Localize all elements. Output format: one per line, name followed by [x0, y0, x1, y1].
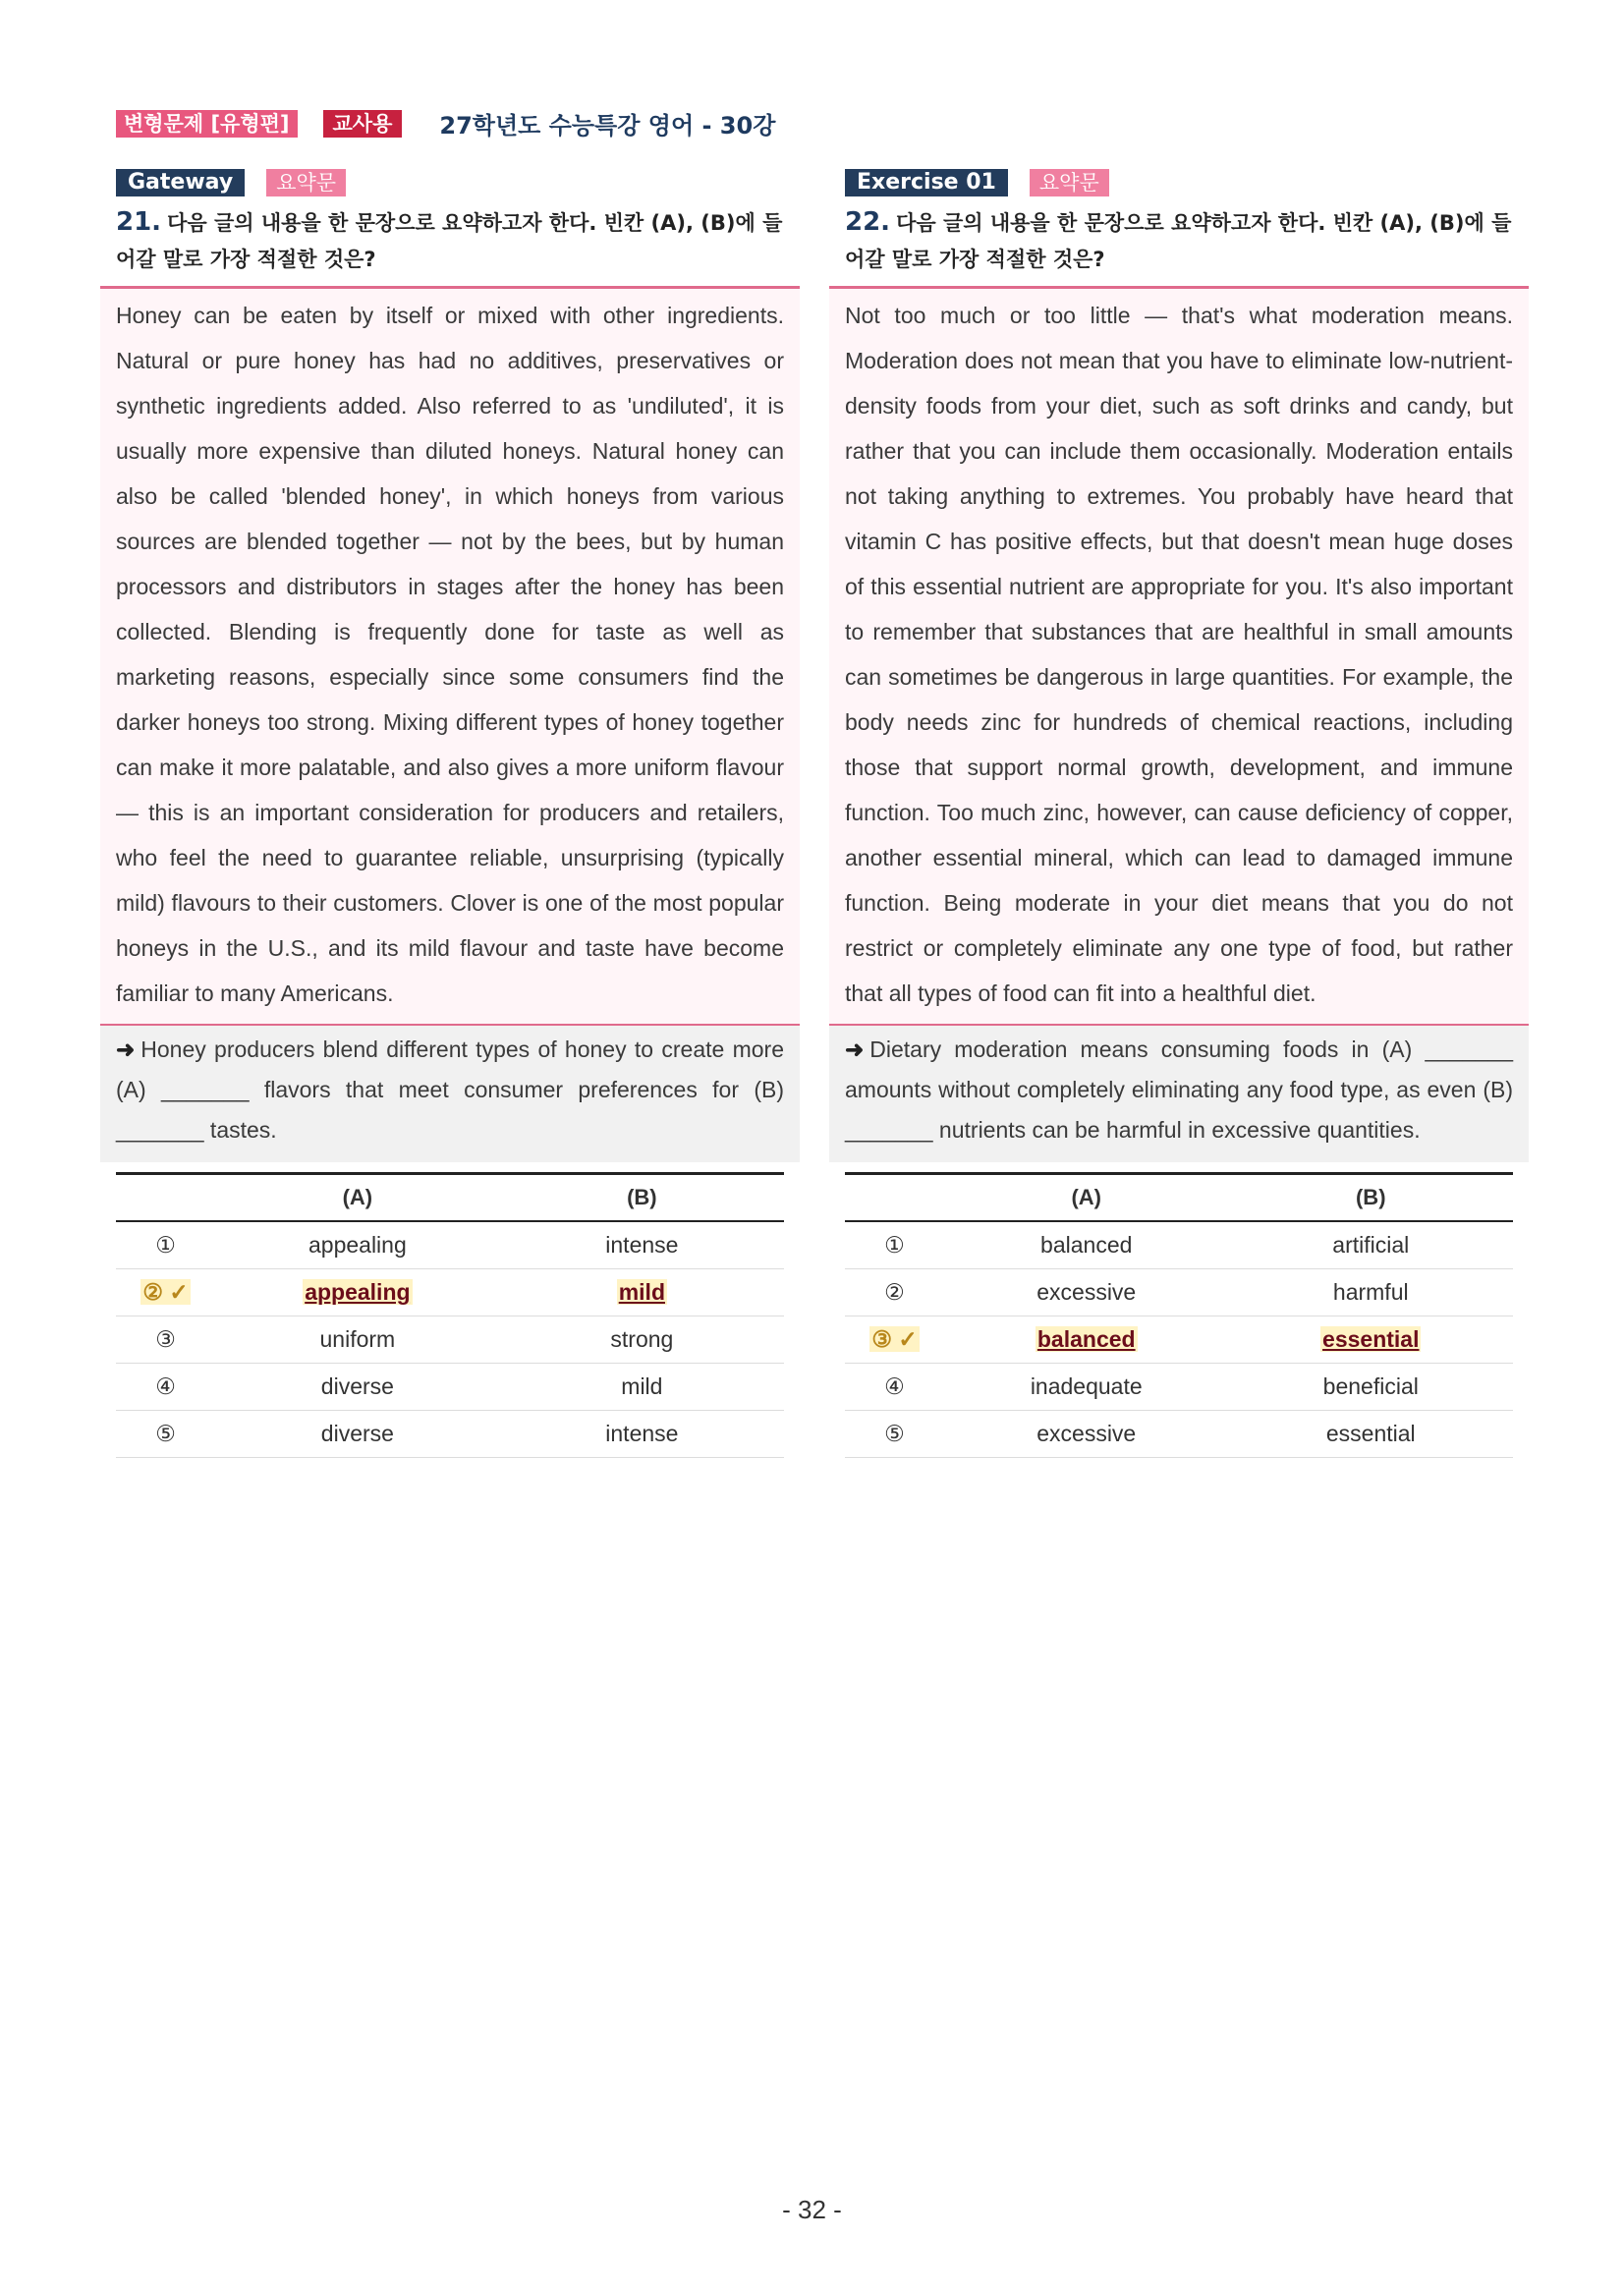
choice-number: ③ — [116, 1316, 215, 1364]
document-title: 27학년도 수능특강 영어 - 30강 — [439, 112, 776, 140]
choice-a: excessive — [944, 1411, 1229, 1458]
choice-b: mild — [500, 1364, 784, 1411]
choice-b: strong — [500, 1316, 784, 1364]
passage: Not too much or too little — that's what moderation means. Moderation does not mean that you have to eliminate low-nutrient-density foods from your diet, such as soft drinks and candy, but rather that you can include them occasionally. Moderation entails not taking anything to extremes. You probably have heard that vitamin C has positive effects, but that doesn't mean huge doses of this essential nutrient are appropriate for you. It's also important to remember that substances that are healthful in small amounts can sometimes be dangerous in large quantities. For example, the body needs zinc for hundreds of chemical reactions, including those that support normal growth, development, and immune function. Too much zinc, however, can cause deficiency of copper, another essential mineral, which can lead to damaged immune function. Being moderate in your diet means that you do not restrict or completely eliminate any one type of food, but rather that all types of food can fit into a healthful diet. — [829, 286, 1529, 1026]
choice-b: intense — [500, 1221, 784, 1269]
teacher-tag: 교사용 — [323, 110, 403, 138]
table-header — [116, 1174, 784, 1222]
choice-a: diverse — [215, 1411, 500, 1458]
choice-b: artificial — [1229, 1221, 1513, 1269]
section-badge: Exercise 01 — [845, 169, 1008, 196]
arrow-icon: ➜ — [845, 1036, 865, 1062]
choice-a: diverse — [215, 1364, 500, 1411]
arrow-icon: ➜ — [116, 1036, 136, 1062]
passage: Honey can be eaten by itself or mixed with other ingredients. Natural or pure honey has had no additives, preservatives or synthetic ingredients added. Also referred to as 'undiluted', it is usually more expensive than diluted honeys. Natural honey can also be called 'blended honey', in which honeys from various sources are blended together — not by the bees, but by human processors and distributors in stages after the honey has been collected. Blending is frequently done for taste as well as marketing reasons, especially since some consumers find the darker honeys too strong. Mixing different types of honey together can make it more palatable, and also gives a more uniform flavour — this is an important consideration for producers and retailers, who feel the need to guarantee reliable, unsurprising (typically mild) flavours to their customers. Clover is one of the most popular honeys in the U.S., and its mild flavour and taste have become familiar to many Americans. — [100, 286, 800, 1026]
page-number: - 32 - — [782, 2195, 842, 2224]
choice-b: essential — [1322, 1326, 1420, 1352]
question-text: 다음 글의 내용을 한 문장으로 요약하고자 한다. 빈칸 (A), (B)에 들어갈 말로 가장 적절한 것은? — [845, 211, 1512, 271]
choice-number: ⑤ — [845, 1411, 944, 1458]
choice-a: excessive — [944, 1269, 1229, 1316]
question-text: 다음 글의 내용을 한 문장으로 요약하고자 한다. 빈칸 (A), (B)에 들어갈 말로 가장 적절한 것은? — [116, 211, 783, 271]
choice-number: ④ — [116, 1364, 215, 1411]
choice-number: ② ✓ — [142, 1279, 189, 1305]
type-badge: 요약문 — [266, 169, 346, 196]
choice-row[interactable] — [116, 1221, 784, 1269]
table-header — [845, 1174, 1513, 1222]
question-prompt — [845, 204, 1523, 278]
choice-b: mild — [618, 1279, 665, 1305]
choice-number: ④ — [845, 1364, 944, 1411]
choice-number: ⑤ — [116, 1411, 215, 1458]
question-number: 22. — [845, 207, 891, 237]
answer-choices-table — [116, 1172, 784, 1458]
choice-b: intense — [500, 1411, 784, 1458]
choice-a: balanced — [944, 1221, 1229, 1269]
choice-row[interactable] — [845, 1221, 1513, 1269]
type-badge: 요약문 — [1030, 169, 1109, 196]
choice-row[interactable] — [845, 1269, 1513, 1316]
summary-text: Honey producers blend different types of honey to create more (A) _______ flavors that meet consumer preferences for (B) _______ tastes. — [116, 1036, 784, 1143]
choice-row[interactable] — [845, 1364, 1513, 1411]
column-a-header: (A) — [944, 1174, 1229, 1222]
choice-number: ② — [845, 1269, 944, 1316]
choice-row[interactable] — [116, 1316, 784, 1364]
section-badge: Gateway — [116, 169, 245, 196]
question-badges — [845, 169, 1529, 196]
choice-number: ① — [116, 1221, 215, 1269]
choice-a: balanced — [1036, 1326, 1136, 1352]
choice-row[interactable] — [116, 1411, 784, 1458]
choice-number: ③ ✓ — [871, 1326, 918, 1352]
choice-a: inadequate — [944, 1364, 1229, 1411]
question-22 — [829, 169, 1529, 1458]
category-tag: 변형문제 [유형편] — [116, 110, 298, 138]
answer-choices-table — [845, 1172, 1513, 1458]
column-b-header: (B) — [500, 1174, 784, 1222]
summary-sentence — [829, 1026, 1529, 1162]
question-prompt — [116, 204, 794, 278]
summary-text: Dietary moderation means consuming foods in (A) _______ amounts without completely eliminating any food type, as even (B) _______ nutrients can be harmful in excessive quantities. — [845, 1036, 1513, 1143]
choice-b: harmful — [1229, 1269, 1513, 1316]
choice-b: beneficial — [1229, 1364, 1513, 1411]
choice-a: appealing — [305, 1279, 411, 1305]
question-21 — [100, 169, 800, 1458]
question-number: 21. — [116, 207, 162, 237]
choice-a: uniform — [215, 1316, 500, 1364]
choice-number: ① — [845, 1221, 944, 1269]
choice-row[interactable] — [116, 1364, 784, 1411]
column-b-header: (B) — [1229, 1174, 1513, 1222]
choice-a: appealing — [215, 1221, 500, 1269]
choice-b: essential — [1229, 1411, 1513, 1458]
choice-row-correct[interactable] — [845, 1316, 1513, 1364]
choice-row-correct[interactable] — [116, 1269, 784, 1316]
page-header — [116, 106, 775, 140]
question-badges — [116, 169, 800, 196]
summary-sentence — [100, 1026, 800, 1162]
column-a-header: (A) — [215, 1174, 500, 1222]
choice-row[interactable] — [845, 1411, 1513, 1458]
